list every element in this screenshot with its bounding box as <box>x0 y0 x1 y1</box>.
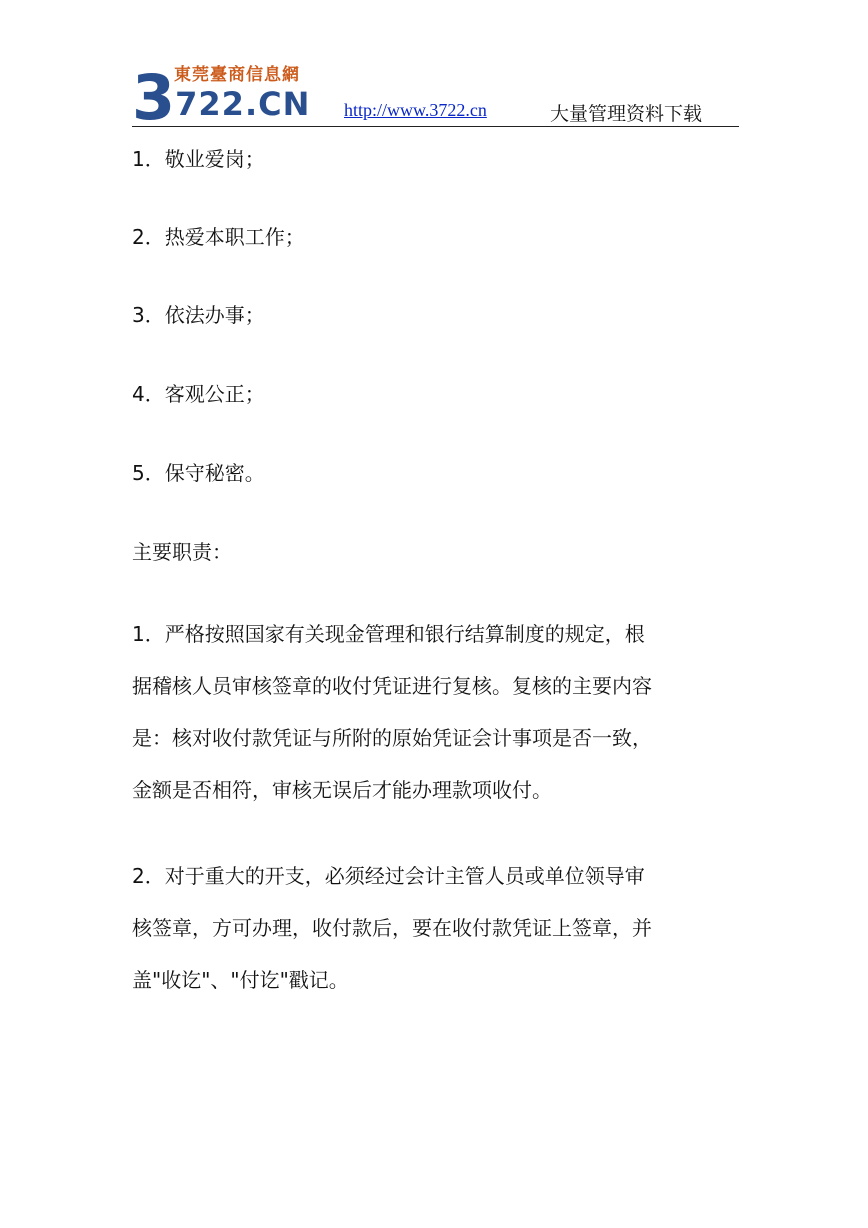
list-item-3: 3．依法办事； <box>132 303 265 327</box>
paragraph-line: 1．严格按照国家有关现金管理和银行结算制度的规定，根 <box>132 622 645 646</box>
list-item-1: 1．敬业爱岗； <box>132 147 265 171</box>
site-logo <box>132 56 312 134</box>
paragraph-line: 金额是否相符，审核无误后才能办理款项收付。 <box>132 778 552 802</box>
site-slogan: 大量管理资料下载 <box>550 103 703 125</box>
paragraph-line: 核签章，方可办理，收付款后，要在收付款凭证上签章，并 <box>132 916 652 940</box>
logo-domain: 722.CN <box>175 85 311 123</box>
duty-paragraph-2 <box>132 850 652 1006</box>
duty-paragraph-1 <box>132 608 652 816</box>
paragraph-line: 是：核对收付款凭证与所附的原始凭证会计事项是否一致， <box>132 726 652 750</box>
list-item-5: 5．保守秘密。 <box>132 461 265 485</box>
list-item-4: 4．客观公正； <box>132 382 265 406</box>
list-item-2: 2．热爱本职工作； <box>132 225 305 249</box>
page-header <box>132 56 739 134</box>
logo-digit: 3 <box>132 61 176 134</box>
paragraph-line: 据稽核人员审核签章的收付凭证进行复核。复核的主要内容 <box>132 674 652 698</box>
header-divider <box>132 126 739 127</box>
paragraph-line: 盖"收讫"、"付讫"戳记。 <box>132 968 349 992</box>
section-title: 主要职责： <box>132 540 232 564</box>
paragraph-line: 2．对于重大的开支，必须经过会计主管人员或单位领导审 <box>132 864 645 888</box>
site-url-link[interactable]: http://www.3722.cn <box>344 100 487 120</box>
logo-subtitle: 東莞臺商信息網 <box>174 65 300 85</box>
logo-wordmark <box>132 61 311 134</box>
